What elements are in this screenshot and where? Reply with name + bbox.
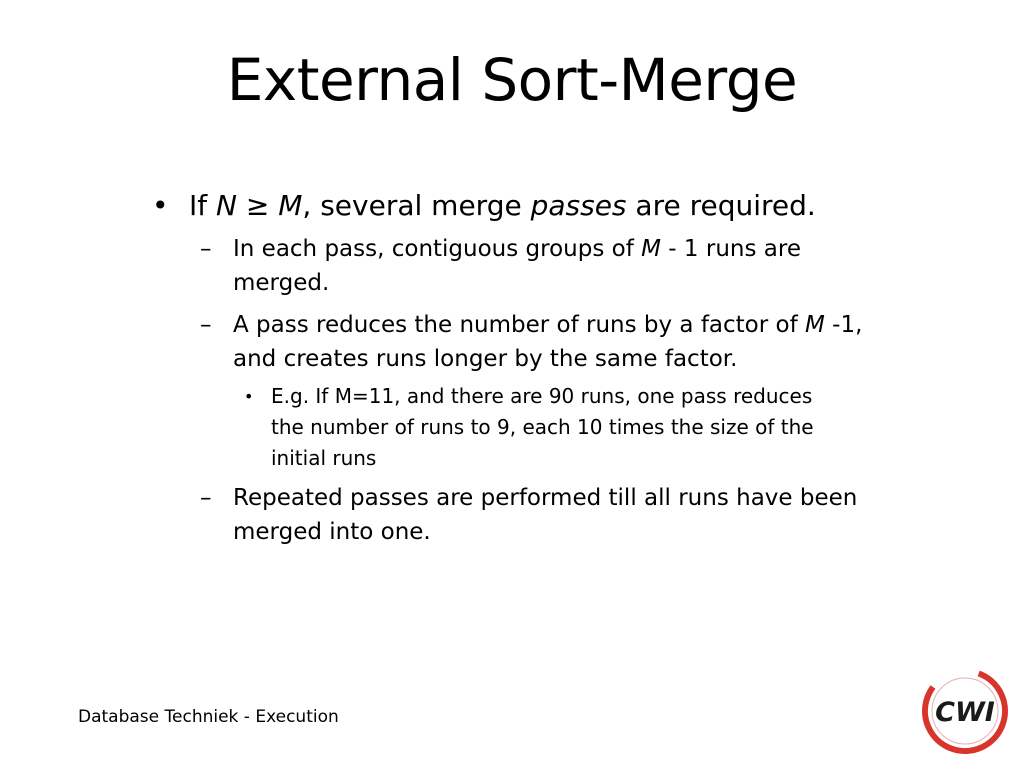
text-line: merged into one. (233, 519, 431, 545)
footer-text: Database Techniek - Execution (78, 707, 339, 727)
variable-n: N (216, 189, 237, 222)
variable-m: M (641, 236, 661, 262)
dash-marker: – (200, 312, 212, 338)
text-line: merged. (233, 270, 330, 296)
bullet-dot: • (244, 387, 254, 406)
variable-m: M (805, 312, 825, 338)
logo-text: CWI (935, 697, 995, 728)
text-line: the number of runs to 9, each 10 times the size of the (271, 415, 814, 439)
cwi-logo-graphic (920, 666, 1010, 756)
text-run: If (189, 189, 217, 222)
text-run: -1, (824, 312, 863, 338)
text-line: Repeated passes are performed till all runs have been (233, 485, 858, 511)
dash-marker: – (200, 236, 212, 262)
text-run: - 1 runs are (661, 236, 801, 262)
text-run: , several merge (302, 189, 531, 222)
cwi-logo (920, 666, 1010, 756)
text-line (233, 232, 933, 266)
bullet-text (189, 186, 816, 226)
variable-m: M (278, 189, 303, 222)
text-line: and creates runs longer by the same factor. (233, 346, 738, 372)
bullet-text (233, 308, 933, 376)
bullet-text (233, 481, 933, 549)
geq-symbol: ≥ (236, 189, 279, 222)
text-line (233, 308, 933, 342)
text-line: initial runs (271, 446, 377, 470)
dash-marker: – (200, 485, 212, 511)
bullet-dot: • (152, 189, 169, 222)
text-run: In each pass, contiguous groups of (233, 236, 642, 262)
text-run: A pass reduces the number of runs by a factor of (233, 312, 806, 338)
slide-title: External Sort-Merge (226, 46, 798, 114)
text-run: are required. (626, 189, 816, 222)
bullet-text (233, 232, 933, 300)
passes-emphasis: passes (530, 189, 627, 222)
bullet-text (271, 381, 911, 474)
text-line: E.g. If M=11, and there are 90 runs, one pass reduces (271, 384, 813, 408)
